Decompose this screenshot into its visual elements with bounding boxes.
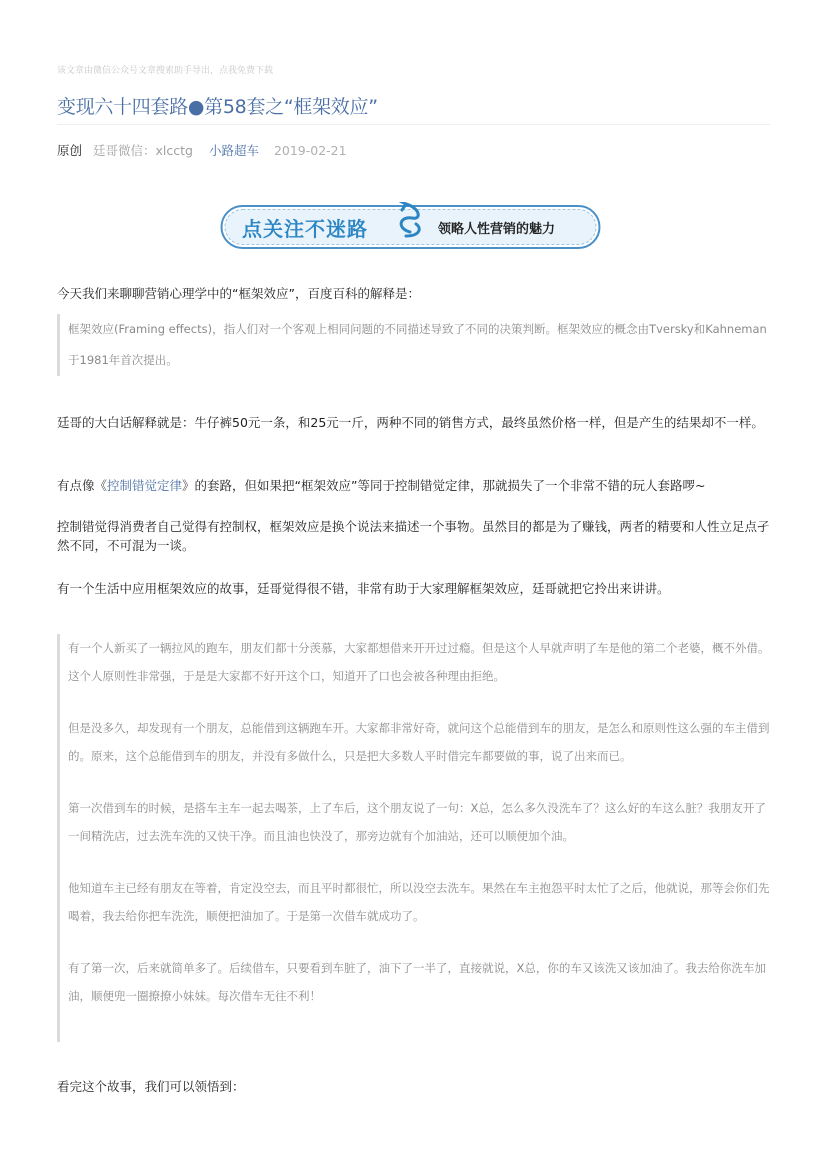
quote-paragraph: 框架效应(Framing effects)，指人们对一个客观上相同问题的不同描述导致了不同的决策判断。框架效应的概念由Tversky和Kahneman于1981年首次提出。 — [68, 322, 767, 367]
author-name: 廷哥微信：xlcctg — [93, 143, 193, 158]
compare-paragraph — [57, 476, 770, 495]
compare-suffix: 》的套路，但如果把“框架效应”等同于控制错觉定律，那就损失了一个非常不错的玩人套路啰~ — [182, 478, 706, 493]
compare-prefix: 有点像《 — [57, 478, 108, 493]
banner-follow-text: 点关注不迷路 — [242, 217, 368, 241]
story-paragraph: 但是没多久，却发现有一个朋友，总能借到这辆跑车开。大家都非常好奇，就问这个总能借到车的朋友，是怎么和原则性这么强的车主借到的。原来，这个总能借到车的朋友，并没有多做什么，只是把大多数人平时借完车都要做的事，说了出来而已。 — [68, 721, 770, 763]
story-paragraph: 有一个人新买了一辆拉风的跑车，朋友们都十分羡慕，大家都想借来开开过过瘾。但是这个人早就声明了车是他的第二个老婆，概不外借。这个人原则性非常强，于是是大家都不好开这个口，知道开了口也会被各种理由拒绝。 — [68, 641, 770, 683]
follow-banner — [220, 202, 601, 250]
publish-date: 2019-02-21 — [273, 143, 347, 158]
export-note-link[interactable]: 该文章由微信公众号文章搜索助手导出，点我免费下载 — [57, 66, 274, 76]
banner-slogan: 领略人性营销的魅力 — [438, 222, 556, 237]
story-paragraph: 他知道车主已经有朋友在等着，肯定没空去，而且平时都很忙，所以没空去洗车。果然在车主抱怨平时太忙了之后，他就说，那等会你们先喝着，我去给你把车洗洗，顺便把油加了。于是第一次借车就成功了。 — [68, 881, 770, 923]
conclusion-paragraph: 看完这个故事，我们可以领悟到： — [57, 1079, 245, 1094]
article-title: 变现六十四套路●第58套之“框架效应” — [57, 96, 378, 118]
account-link[interactable]: 小路超车 — [208, 143, 259, 158]
story-quote — [57, 634, 770, 1042]
plain-explain-paragraph: 廷哥的大白话解释就是：牛仔裤50元一条，和25元一斤，两种不同的销售方式，最终虽然价格一样，但是产生的结果却不一样。 — [57, 415, 764, 430]
difference-paragraph: 控制错觉得消费者自己觉得有控制权，框架效应是换个说法来描述一个事物。虽然目的都是为了赚钱，两者的精要和人性立足点孑然不同，不可混为一谈。 — [57, 519, 770, 553]
definition-quote — [57, 314, 770, 376]
story-paragraph: 有了第一次，后来就简单多了。后续借车，只要看到车脏了，油下了一半了，直接就说，X总，你的车又该洗又该加油了。我去给你洗车加油，顺便兜一圈撩撩小妹妹。每次借车无往不利！ — [68, 961, 766, 1003]
story-intro-paragraph: 有一个生活中应用框架效应的故事，廷哥觉得很不错，非常有助于大家理解框架效应，廷哥就把它拎出来讲讲。 — [57, 581, 670, 596]
article-meta — [57, 141, 354, 159]
intro-paragraph: 今天我们来聊聊营销心理学中的“框架效应”，百度百科的解释是： — [57, 286, 420, 301]
story-paragraph: 第一次借到车的时候，是搭车主车一起去喝茶，上了车后，这个朋友说了一句：X总，怎么多久没洗车了？这么好的车这么脏？我朋友开了一间精洗店，过去洗车洗的又快干净。而且油也快没了，那旁边就有个加油站，还可以顺便加个油。 — [68, 801, 766, 843]
original-tag: 原创 — [57, 143, 83, 158]
title-divider — [57, 124, 770, 125]
related-article-link[interactable]: 控制错觉定律 — [107, 478, 183, 493]
